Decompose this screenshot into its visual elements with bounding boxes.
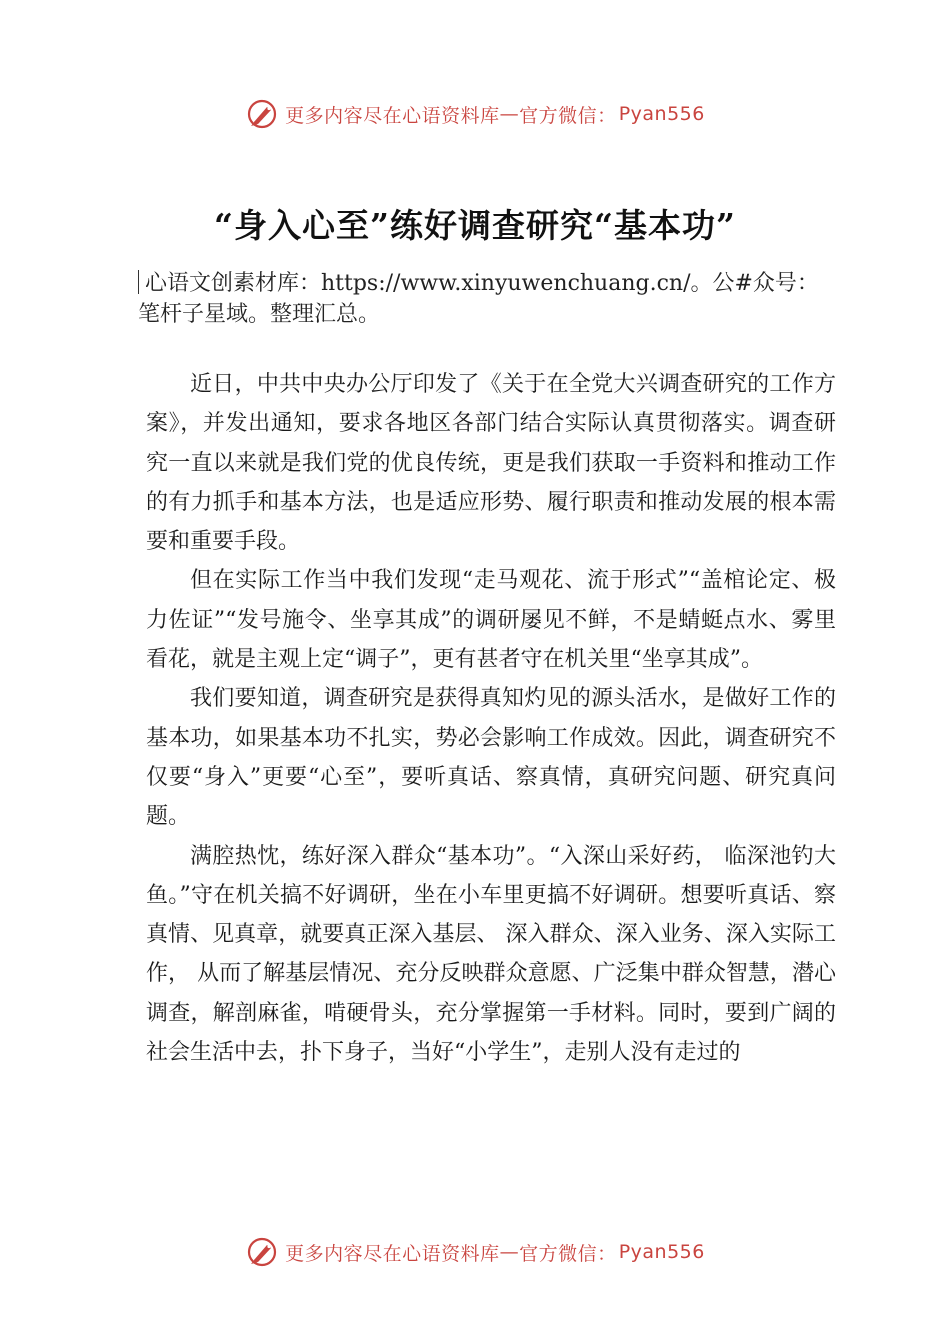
banner-wechat-id: Pyan556 [618,103,705,125]
banner-dash: — [499,103,520,125]
source-note-text: 心语文创素材库：https://www.xinyuwenchuang.cn/。公#众号：笔杆子星域。整理汇总。 [138,271,819,327]
banner-main-text: 更多内容尽在心语资料库 [285,104,500,127]
source-note [138,268,828,330]
document-title: “身入心至”练好调查研究“基本功” [214,206,736,245]
banner-wechat-label: 官方微信： [519,104,617,127]
paragraph: 近日，中共中央办公厅印发了《关于在全党大兴调查研究的工作方案》，并发出通知，要求各地区各部门结合实际认真贯彻落实。调查研究一直以来就是我们党的优良传统，更是我们获取一手资料和推动工作的有力抓手和基本方法，也是适应形势、履行职责和推动发展的根本需要和重要手段。 [146,372,836,555]
banner-wechat-id: Pyan556 [618,1241,705,1263]
paragraph: 但在实际工作当中我们发现“走马观花、流于形式”“盖棺论定、极力佐证”“发号施令、坐享其成”的调研屡见不鲜，不是蜻蜓点水、雾里看花，就是主观上定“调子”，更有甚者守在机关里“坐享其成”。 [146,568,836,673]
pen-nib-logo-icon [245,97,279,131]
text-cursor [138,270,139,294]
paragraph: 满腔热忱，练好深入群众“基本功”。“入深山采好药， 临深池钓大鱼。”守在机关搞不好调研，坐在小车里更搞不好调研。想要听真话、察真情、见真章，就要真正深入基层、 深入群众、深入业务、深入实际工作， 从而了解基层情况、充分反映群众意愿、广泛集中群众智慧，潜心调查，解剖麻雀，啃硬骨头，充分掌握第一手材料。同时，要到广阔的社会生活中去，扑下身子，当好“小学生”，走别人没有走过的 [146,843,836,1066]
pen-nib-logo-icon [245,1235,279,1269]
banner-main-text: 更多内容尽在心语资料库 [285,1242,500,1265]
banner-wechat-label: 官方微信： [519,1242,617,1265]
paragraph: 我们要知道，调查研究是获得真知灼见的源头活水，是做好工作的基本功，如果基本功不扎实，势必会影响工作成效。因此，调查研究不仅要“身入”更要“心至”，要听真话、察真情，真研究问题、研究真问题。 [146,686,836,830]
document-body [146,365,836,1072]
banner-dash: — [499,1241,520,1263]
footer-banner [0,1232,950,1272]
header-banner [0,94,950,134]
